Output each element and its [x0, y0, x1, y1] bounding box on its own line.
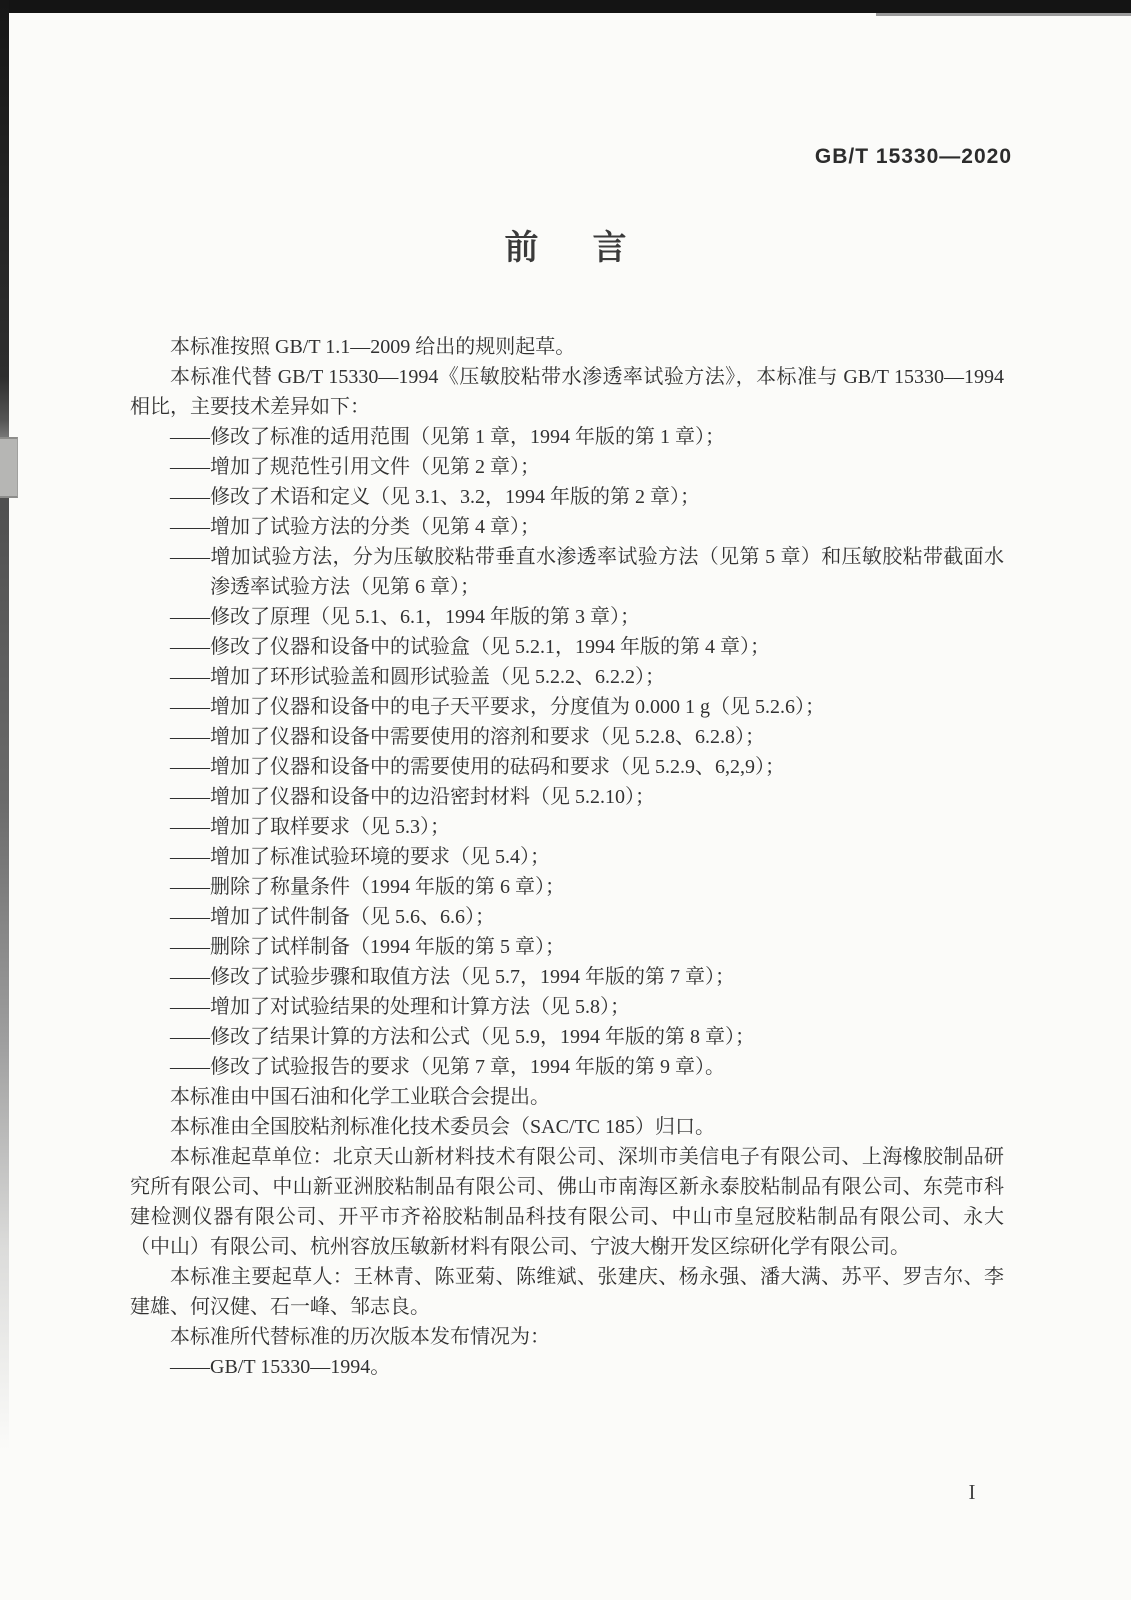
change-item: ——删除了试样制备（1994 年版的第 5 章）； [170, 936, 565, 958]
closing-paragraph-history-label: 本标准所代替标准的历次版本发布情况为： [170, 1326, 550, 1348]
change-item: ——增加了仪器和设备中的需要使用的砝码和要求（见 5.2.9、6,2,9）； [170, 756, 785, 778]
closing-paragraph-drafters: 本标准主要起草人：王林青、陈亚菊、陈维斌、张建庆、杨永强、潘大满、苏平、罗吉尔、李建雄、何汉健、石一峰、邹志良。 [130, 1266, 1004, 1318]
change-item: ——修改了试验报告的要求（见第 7 章，1994 年版的第 9 章）。 [170, 1056, 725, 1078]
scan-artifact-top-edge [0, 0, 1131, 13]
standard-code: GB/T 15330—2020 [814, 145, 1012, 168]
change-item: ——增加试验方法，分为压敏胶粘带垂直水渗透率试验方法（见第 5 章）和压敏胶粘带截面水渗透率试验方法（见第 6 章）； [170, 546, 1004, 598]
intro-paragraph: 本标准代替 GB/T 15330—1994《压敏胶粘带水渗透率试验方法》，本标准与 GB/T 15330—1994 相比，主要技术差异如下： [130, 366, 1004, 418]
change-item: ——增加了环形试验盖和圆形试验盖（见 5.2.2、6.2.2）； [170, 666, 665, 688]
change-item: ——增加了对试验结果的处理和计算方法（见 5.8）； [170, 996, 630, 1018]
change-item: ——修改了试验步骤和取值方法（见 5.7，1994 年版的第 7 章）； [170, 966, 735, 988]
change-item: ——修改了结果计算的方法和公式（见 5.9，1994 年版的第 8 章）； [170, 1026, 755, 1048]
intro-paragraph: 本标准按照 GB/T 1.1—2009 给出的规则起草。 [170, 336, 576, 358]
change-item: ——修改了原理（见 5.1、6.1，1994 年版的第 3 章）； [170, 606, 640, 628]
change-item: ——增加了规范性引用文件（见第 2 章）； [170, 456, 540, 478]
change-item: ——修改了术语和定义（见 3.1、3.2，1994 年版的第 2 章）； [170, 486, 700, 508]
change-item: ——增加了仪器和设备中需要使用的溶剂和要求（见 5.2.8、6.2.8）； [170, 726, 765, 748]
change-item: ——增加了试验方法的分类（见第 4 章）； [170, 516, 540, 538]
change-item: ——增加了试件制备（见 5.6、6.6）； [170, 906, 495, 928]
change-item: ——增加了仪器和设备中的电子天平要求，分度值为 0.000 1 g（见 5.2.6）； [170, 696, 825, 718]
foreword-body [130, 332, 1004, 1382]
page-number: I [968, 1480, 976, 1504]
change-item: ——增加了标准试验环境的要求（见 5.4）； [170, 846, 550, 868]
scan-artifact-left-tab [0, 437, 18, 498]
closing-paragraph: 本标准由中国石油和化学工业联合会提出。 [170, 1086, 550, 1108]
closing-paragraph: 本标准由全国胶粘剂标准化技术委员会（SAC/TC 185）归口。 [170, 1116, 716, 1138]
scan-artifact-left-edge [0, 0, 9, 1450]
history-item: ——GB/T 15330—1994。 [170, 1356, 391, 1378]
title-char-yan: 言 [592, 229, 627, 267]
change-item: ——修改了标准的适用范围（见第 1 章，1994 年版的第 1 章）； [170, 426, 725, 448]
closing-paragraph-drafting-units: 本标准起草单位：北京天山新材料技术有限公司、深圳市美信电子有限公司、上海橡胶制品研究所有限公司、中山新亚洲胶粘制品有限公司、佛山市南海区新永泰胶粘制品有限公司、东莞市科建检测仪器有限公司、开平市齐裕胶粘制品科技有限公司、中山市皇冠胶粘制品有限公司、永大（中山）有限公司、杭州容放压敏新材料有限公司、宁波大榭开发区综研化学有限公司。 [130, 1146, 1004, 1258]
scan-artifact-top-right-line [876, 13, 1131, 16]
change-item: ——修改了仪器和设备中的试验盒（见 5.2.1，1994 年版的第 4 章）； [170, 636, 770, 658]
page-title [0, 228, 1131, 268]
change-item: ——增加了取样要求（见 5.3）； [170, 816, 450, 838]
title-char-qian: 前 [504, 229, 539, 267]
change-item: ——删除了称量条件（1994 年版的第 6 章）； [170, 876, 565, 898]
change-item: ——增加了仪器和设备中的边沿密封材料（见 5.2.10）； [170, 786, 655, 808]
